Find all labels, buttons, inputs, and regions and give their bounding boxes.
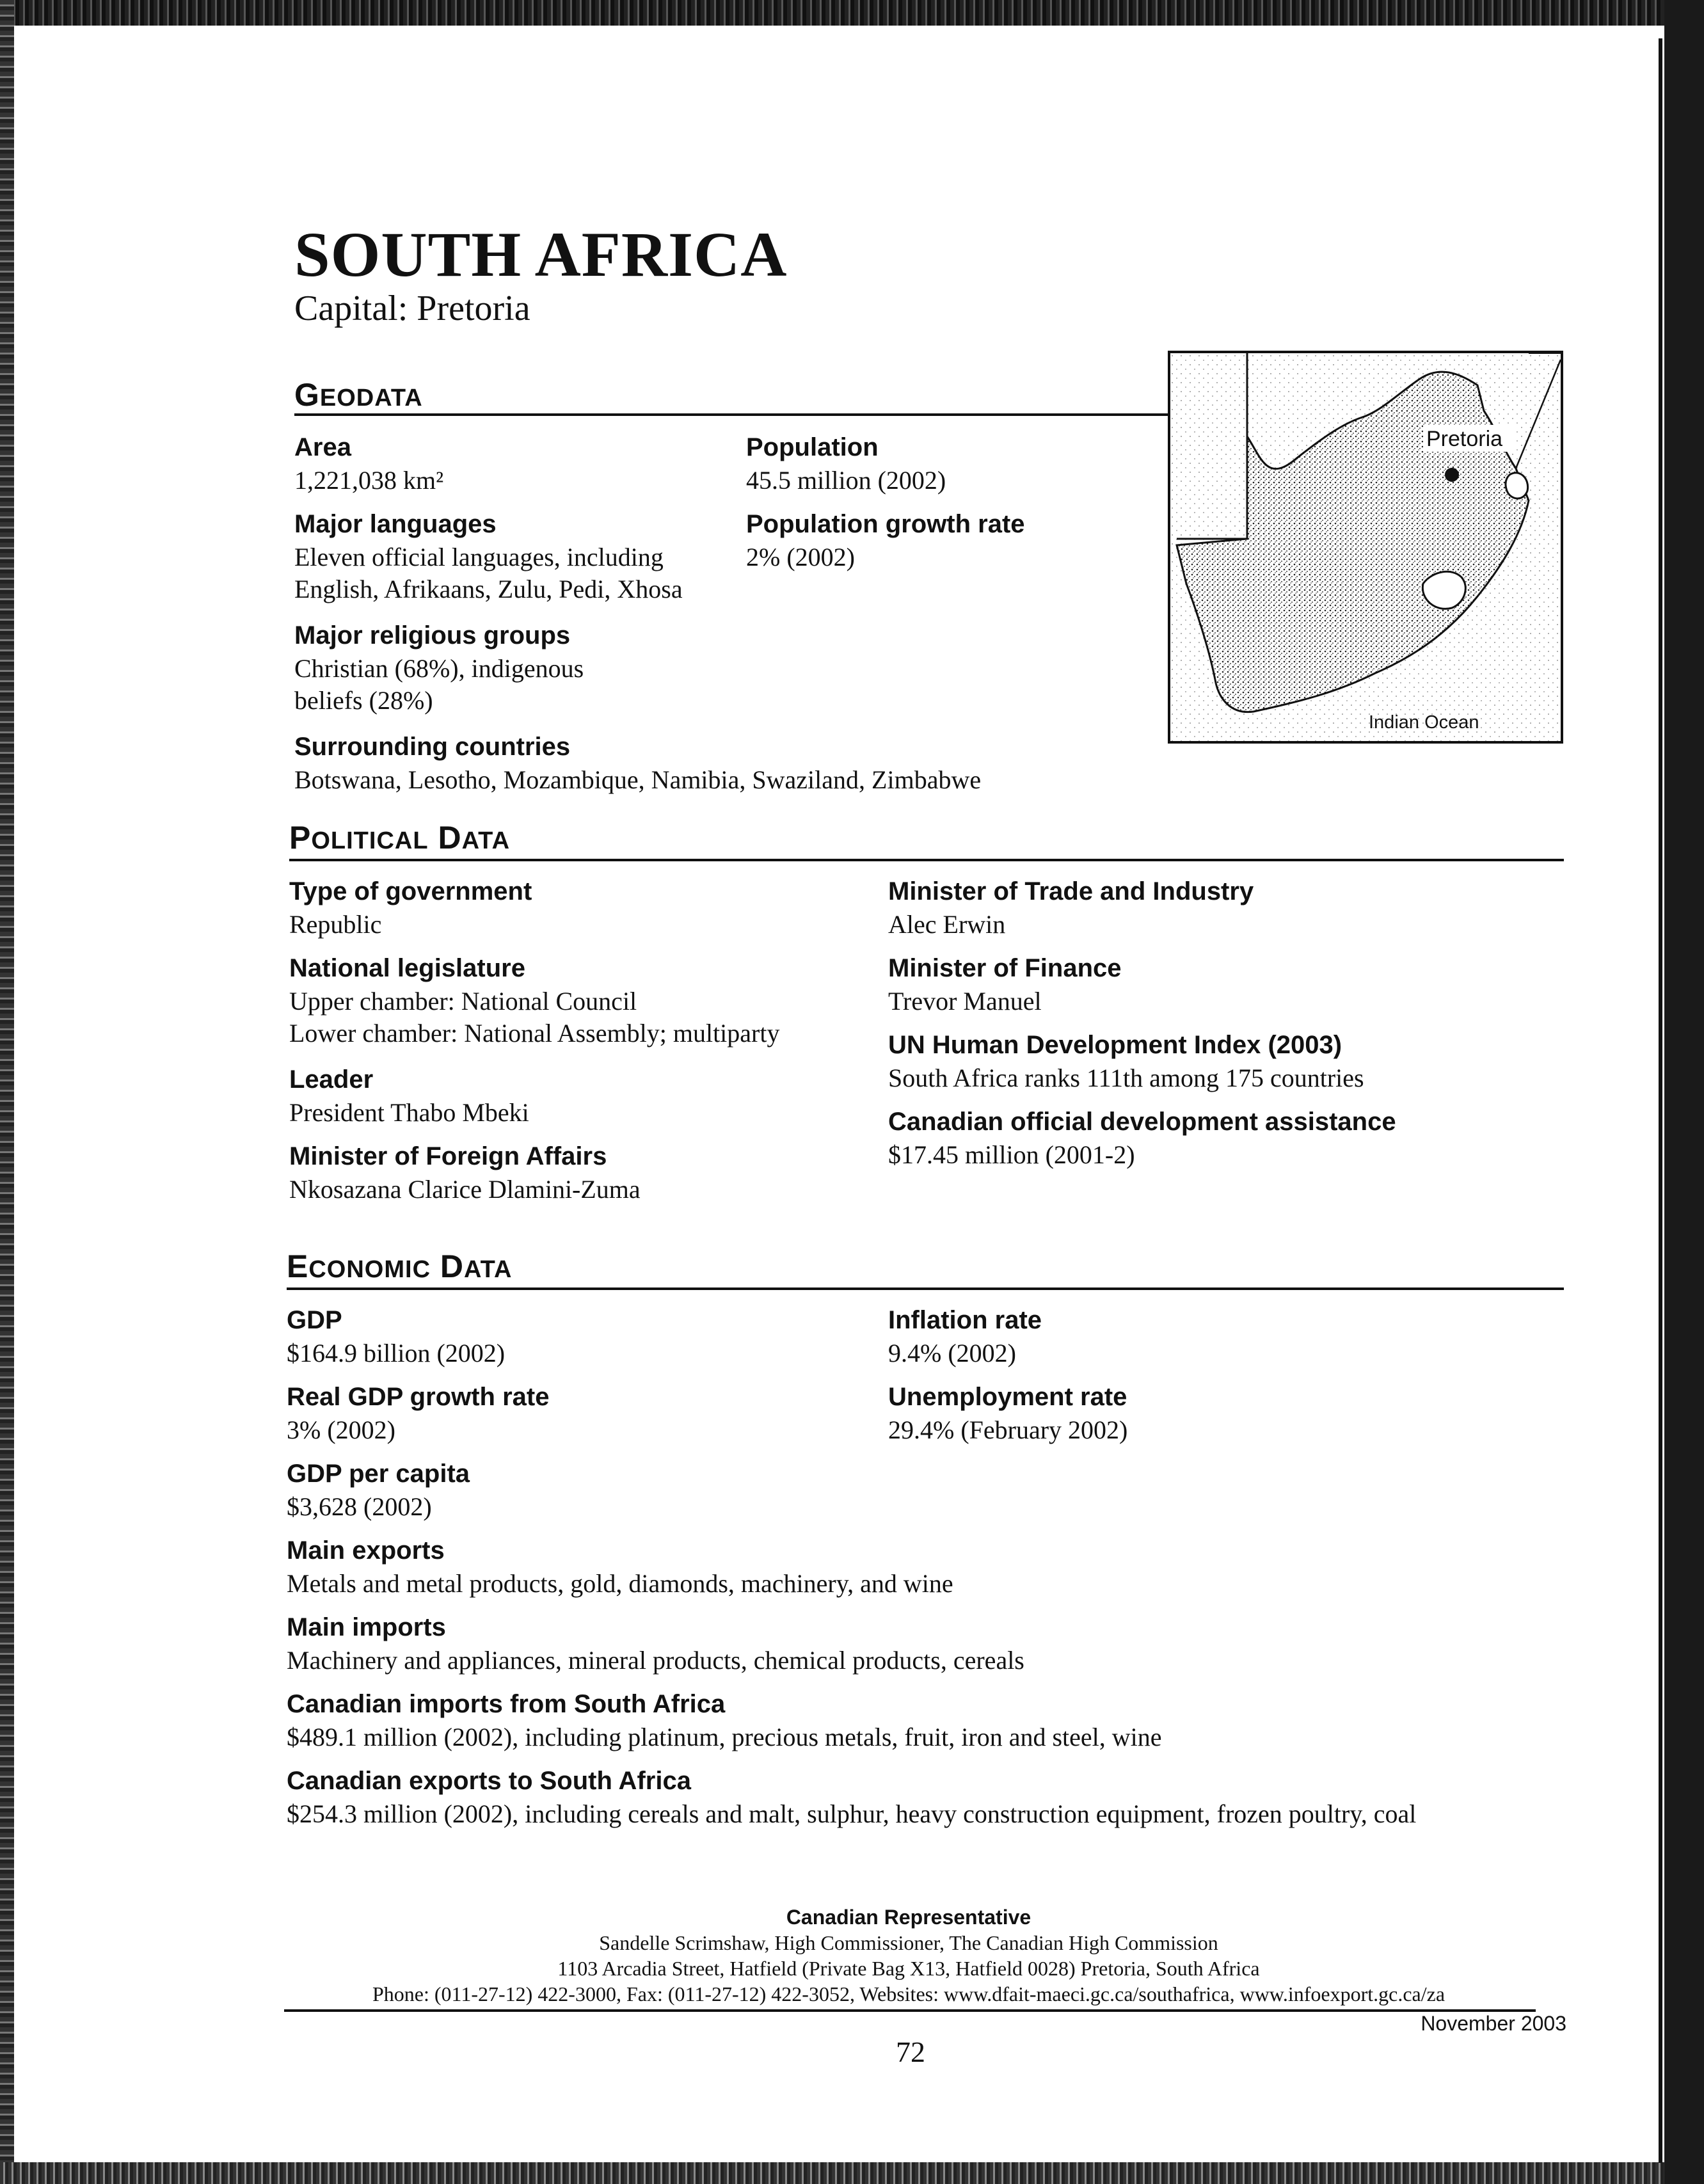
lesotho-shape xyxy=(1422,571,1465,609)
real-gdp-field xyxy=(287,1380,549,1446)
finance-minister-label: Minister of Finance xyxy=(888,954,1122,982)
leader-value: President Thabo Mbeki xyxy=(289,1098,529,1127)
trade-minister-field xyxy=(888,874,1254,941)
gdp-value: $164.9 billion (2002) xyxy=(287,1339,506,1367)
growth-value: 2% (2002) xyxy=(746,543,855,571)
gdp-capita-label: GDP per capita xyxy=(287,1460,470,1488)
exports-value: Metals and metal products, gold, diamonds, machinery, and wine xyxy=(287,1569,953,1598)
foreign-minister-field xyxy=(289,1139,641,1206)
population-field xyxy=(746,430,946,497)
population-label: Population xyxy=(746,433,879,461)
gdp-capita-field xyxy=(287,1456,470,1523)
area-field xyxy=(294,430,443,497)
page-title: SOUTH AFRICA xyxy=(294,219,788,290)
foreign-minister-label: Minister of Foreign Affairs xyxy=(289,1142,607,1170)
capital-subtitle: Capital: Pretoria xyxy=(294,289,530,328)
legislature-label: National legislature xyxy=(289,954,525,982)
canadian-imports-value: $489.1 million (2002), including platinum, precious metals, fruit, iron and steel, wine xyxy=(287,1723,1162,1751)
growth-label: Population growth rate xyxy=(746,510,1025,538)
representative-heading: Canadian Representative xyxy=(786,1906,1031,1929)
surrounding-label: Surrounding countries xyxy=(294,733,571,761)
real-gdp-label: Real GDP growth rate xyxy=(287,1383,550,1411)
representative-block xyxy=(282,1904,1536,2007)
gdp-label: GDP xyxy=(287,1306,342,1334)
hdi-label: UN Human Development Index (2003) xyxy=(888,1031,1342,1059)
legislature-line2: Lower chamber: National Assembly; multiparty xyxy=(289,1019,780,1048)
oda-field xyxy=(888,1104,1396,1171)
exports-label: Main exports xyxy=(287,1536,445,1565)
scan-edge-bottom xyxy=(0,2162,1704,2184)
representative-line3: Phone: (011-27-12) 422-3000, Fax: (011-27-12) 422-3052, Websites: www.dfait-maeci.gc.ca/southafrica, www.infoexport.gc.ca/za xyxy=(372,1982,1445,2005)
ocean-label: Indian Ocean xyxy=(1369,712,1479,733)
legislature-line1: Upper chamber: National Council xyxy=(289,987,637,1016)
exports-field xyxy=(287,1533,953,1600)
surrounding-field xyxy=(294,729,981,796)
canadian-imports-label: Canadian imports from South Africa xyxy=(287,1690,726,1718)
economic-rule xyxy=(287,1287,1564,1290)
economic-heading: ECONOMIC DATA xyxy=(287,1248,513,1284)
finance-minister-field xyxy=(888,951,1122,1017)
canadian-imports-field xyxy=(287,1687,1162,1753)
languages-line2: English, Afrikaans, Zulu, Pedi, Xhosa xyxy=(294,575,683,603)
unemployment-field xyxy=(888,1380,1127,1446)
inflation-label: Inflation rate xyxy=(888,1306,1042,1334)
page-number: 72 xyxy=(896,2036,925,2068)
legislature-field xyxy=(289,951,779,1049)
binding-line xyxy=(1659,38,1662,2163)
inflation-value: 9.4% (2002) xyxy=(888,1339,1016,1367)
government-field xyxy=(289,874,532,941)
representative-line1: Sandelle Scrimshaw, High Commissioner, The Canadian High Commission xyxy=(599,1931,1218,1954)
imports-label: Main imports xyxy=(287,1613,446,1641)
canadian-exports-field xyxy=(287,1764,1416,1830)
trade-minister-value: Alec Erwin xyxy=(888,910,1006,939)
imports-value: Machinery and appliances, mineral products, chemical products, cereals xyxy=(287,1646,1024,1675)
leader-field xyxy=(289,1062,529,1129)
map-graphic xyxy=(1170,353,1561,741)
languages-label: Major languages xyxy=(294,510,497,538)
trade-minister-label: Minister of Trade and Industry xyxy=(888,877,1254,905)
religion-line2: beliefs (28%) xyxy=(294,686,433,715)
pretoria-marker xyxy=(1445,468,1459,482)
political-heading: POLITICAL DATA xyxy=(289,820,511,856)
religion-line1: Christian (68%), indigenous xyxy=(294,654,584,683)
hdi-value: South Africa ranks 111th among 175 countries xyxy=(888,1064,1364,1092)
swaziland-shape xyxy=(1506,473,1528,498)
area-label: Area xyxy=(294,433,351,461)
religion-label: Major religious groups xyxy=(294,621,571,650)
representative-line2: 1103 Arcadia Street, Hatfield (Private Bag X13, Hatfield 0028) Pretoria, South Africa xyxy=(557,1957,1260,1980)
gdp-field xyxy=(287,1303,505,1369)
real-gdp-value: 3% (2002) xyxy=(287,1415,395,1444)
inflation-field xyxy=(888,1303,1042,1369)
foreign-minister-value: Nkosazana Clarice Dlamini-Zuma xyxy=(289,1175,641,1204)
oda-label: Canadian official development assistance xyxy=(888,1108,1396,1136)
south-africa-map xyxy=(1168,351,1563,744)
canadian-exports-label: Canadian exports to South Africa xyxy=(287,1767,691,1795)
religion-field xyxy=(294,618,584,717)
pretoria-label: Pretoria xyxy=(1426,427,1503,451)
government-label: Type of government xyxy=(289,877,532,905)
canadian-exports-value: $254.3 million (2002), including cereals and malt, sulphur, heavy construction equipment, frozen poultry, coal xyxy=(287,1799,1417,1828)
oda-value: $17.45 million (2001-2) xyxy=(888,1140,1135,1169)
government-value: Republic xyxy=(289,910,382,939)
scan-edge-top xyxy=(0,0,1704,26)
languages-field xyxy=(294,507,683,605)
geodata-heading: GEODATA xyxy=(294,377,423,413)
scan-edge-left xyxy=(0,0,14,2184)
political-rule xyxy=(289,859,1564,861)
imports-field xyxy=(287,1610,1024,1677)
finance-minister-value: Trevor Manuel xyxy=(888,987,1042,1016)
languages-line1: Eleven official languages, including xyxy=(294,543,664,571)
footer-rule xyxy=(284,2009,1536,2012)
gdp-capita-value: $3,628 (2002) xyxy=(287,1492,432,1521)
unemployment-label: Unemployment rate xyxy=(888,1383,1127,1411)
leader-label: Leader xyxy=(289,1065,374,1094)
growth-field xyxy=(746,507,1025,573)
publication-date: November 2003 xyxy=(1421,2012,1566,2035)
scan-edge-right xyxy=(1664,0,1704,2184)
population-value: 45.5 million (2002) xyxy=(746,466,946,495)
unemployment-value: 29.4% (February 2002) xyxy=(888,1415,1128,1444)
surrounding-value: Botswana, Lesotho, Mozambique, Namibia, Swaziland, Zimbabwe xyxy=(294,765,982,794)
hdi-field xyxy=(888,1028,1364,1094)
geodata-rule xyxy=(294,413,1171,416)
area-value: 1,221,038 km² xyxy=(294,466,444,495)
